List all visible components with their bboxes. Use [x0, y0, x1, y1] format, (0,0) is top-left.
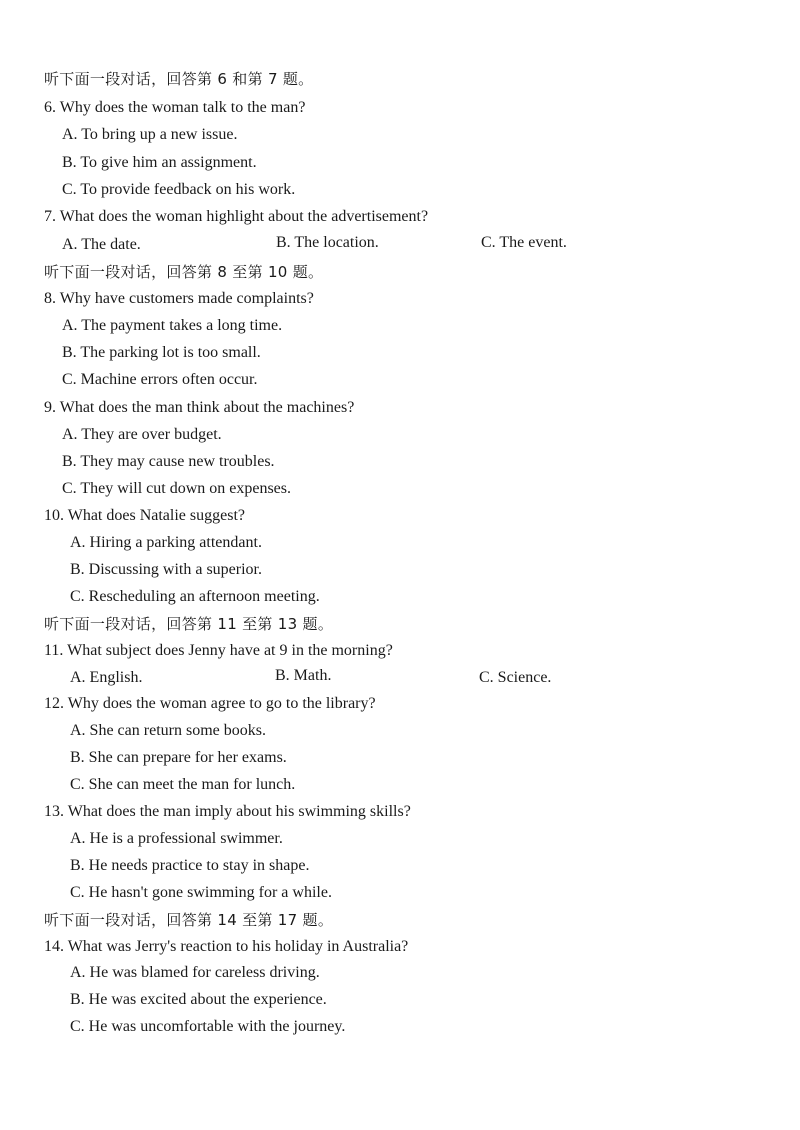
question-10-option-c: C. Rescheduling an afternoon meeting. [70, 588, 320, 605]
question-10: 10. What does Natalie suggest? [44, 507, 245, 524]
question-11-option-a: A. English. [70, 669, 143, 686]
question-13-option-b: B. He needs practice to stay in shape. [70, 857, 310, 874]
question-7-option-c: C. The event. [481, 234, 567, 251]
question-14-option-b: B. He was excited about the experience. [70, 991, 327, 1008]
question-12-option-c: C. She can meet the man for lunch. [70, 776, 296, 793]
question-10-option-b: B. Discussing with a superior. [70, 561, 262, 578]
question-13-option-c: C. He hasn't gone swimming for a while. [70, 884, 332, 901]
section-heading-2: 听下面一段对话，回答第 8 至第 10 题。 [44, 263, 324, 281]
question-9-option-c: C. They will cut down on expenses. [62, 480, 292, 497]
question-13-option-a: A. He is a professional swimmer. [70, 830, 283, 847]
question-14-option-a: A. He was blamed for careless driving. [70, 964, 320, 981]
question-8: 8. Why have customers made complaints? [44, 290, 314, 307]
question-7-option-b: B. The location. [276, 234, 379, 251]
question-14-option-c: C. He was uncomfortable with the journey. [70, 1018, 346, 1035]
question-6-option-a: A. To bring up a new issue. [62, 126, 238, 143]
question-11-option-c: C. Science. [479, 669, 552, 686]
question-10-option-a: A. Hiring a parking attendant. [70, 534, 262, 551]
question-9-option-b: B. They may cause new troubles. [62, 453, 275, 470]
question-8-option-c: C. Machine errors often occur. [62, 371, 258, 388]
question-6-option-b: B. To give him an assignment. [62, 154, 257, 171]
question-7-option-a: A. The date. [62, 236, 141, 253]
question-9-option-a: A. They are over budget. [62, 426, 222, 443]
question-12-option-a: A. She can return some books. [70, 722, 266, 739]
question-11: 11. What subject does Jenny have at 9 in the morning? [44, 642, 393, 659]
question-7: 7. What does the woman highlight about the advertisement? [44, 208, 429, 225]
question-6-option-c: C. To provide feedback on his work. [62, 181, 296, 198]
section-heading-1: 听下面一段对话，回答第 6 和第 7 题。 [44, 70, 314, 88]
question-8-option-a: A. The payment takes a long time. [62, 317, 283, 334]
question-6: 6. Why does the woman talk to the man? [44, 99, 306, 116]
question-12: 12. Why does the woman agree to go to the library? [44, 695, 376, 712]
question-11-option-b: B. Math. [275, 667, 332, 684]
question-13: 13. What does the man imply about his swimming skills? [44, 803, 411, 820]
section-heading-3: 听下面一段对话，回答第 11 至第 13 题。 [44, 615, 334, 633]
question-14: 14. What was Jerry's reaction to his holiday in Australia? [44, 938, 409, 955]
question-8-option-b: B. The parking lot is too small. [62, 344, 261, 361]
section-heading-4: 听下面一段对话，回答第 14 至第 17 题。 [44, 911, 334, 929]
question-9: 9. What does the man think about the machines? [44, 399, 355, 416]
question-12-option-b: B. She can prepare for her exams. [70, 749, 287, 766]
